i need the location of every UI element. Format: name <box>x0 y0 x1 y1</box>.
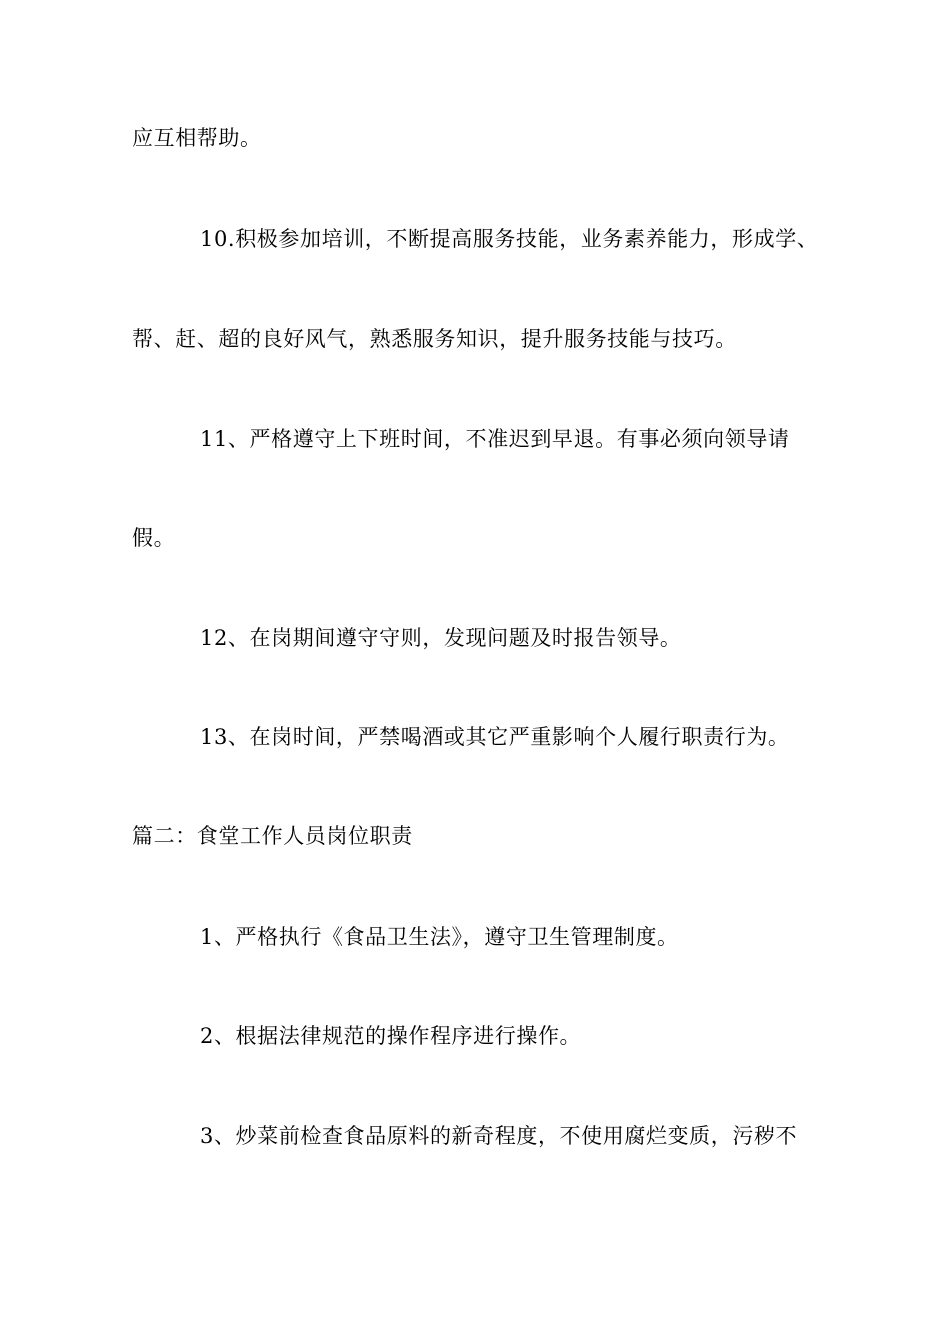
paragraph-continuation: 应互相帮助。 <box>132 126 262 150</box>
item-10-line-2: 帮、赶、超的良好风气，熟悉服务知识，提升服务技能与技巧。 <box>132 327 737 351</box>
section-heading: 篇二：食堂工作人员岗位职责 <box>132 824 413 848</box>
item-12: 12、在岗期间遵守守则，发现问题及时报告领导。 <box>200 626 682 650</box>
section2-item-3: 3、炒菜前检查食品原料的新奇程度，不使用腐烂变质，污秽不 <box>200 1124 798 1148</box>
item-10-line-1: 10.积极参加培训，不断提高服务技能，业务素养能力，形成学、 <box>200 227 819 251</box>
section2-item-2: 2、根据法律规范的操作程序进行操作。 <box>200 1024 582 1048</box>
section2-item-1: 1、严格执行《食品卫生法》，遵守卫生管理制度。 <box>200 925 679 949</box>
item-11-line-1: 11、严格遵守上下班时间，不准迟到早退。有事必须向领导请 <box>200 427 790 451</box>
item-13: 13、在岗时间，严禁喝酒或其它严重影响个人履行职责行为。 <box>200 725 790 749</box>
item-11-line-2: 假。 <box>132 526 176 550</box>
